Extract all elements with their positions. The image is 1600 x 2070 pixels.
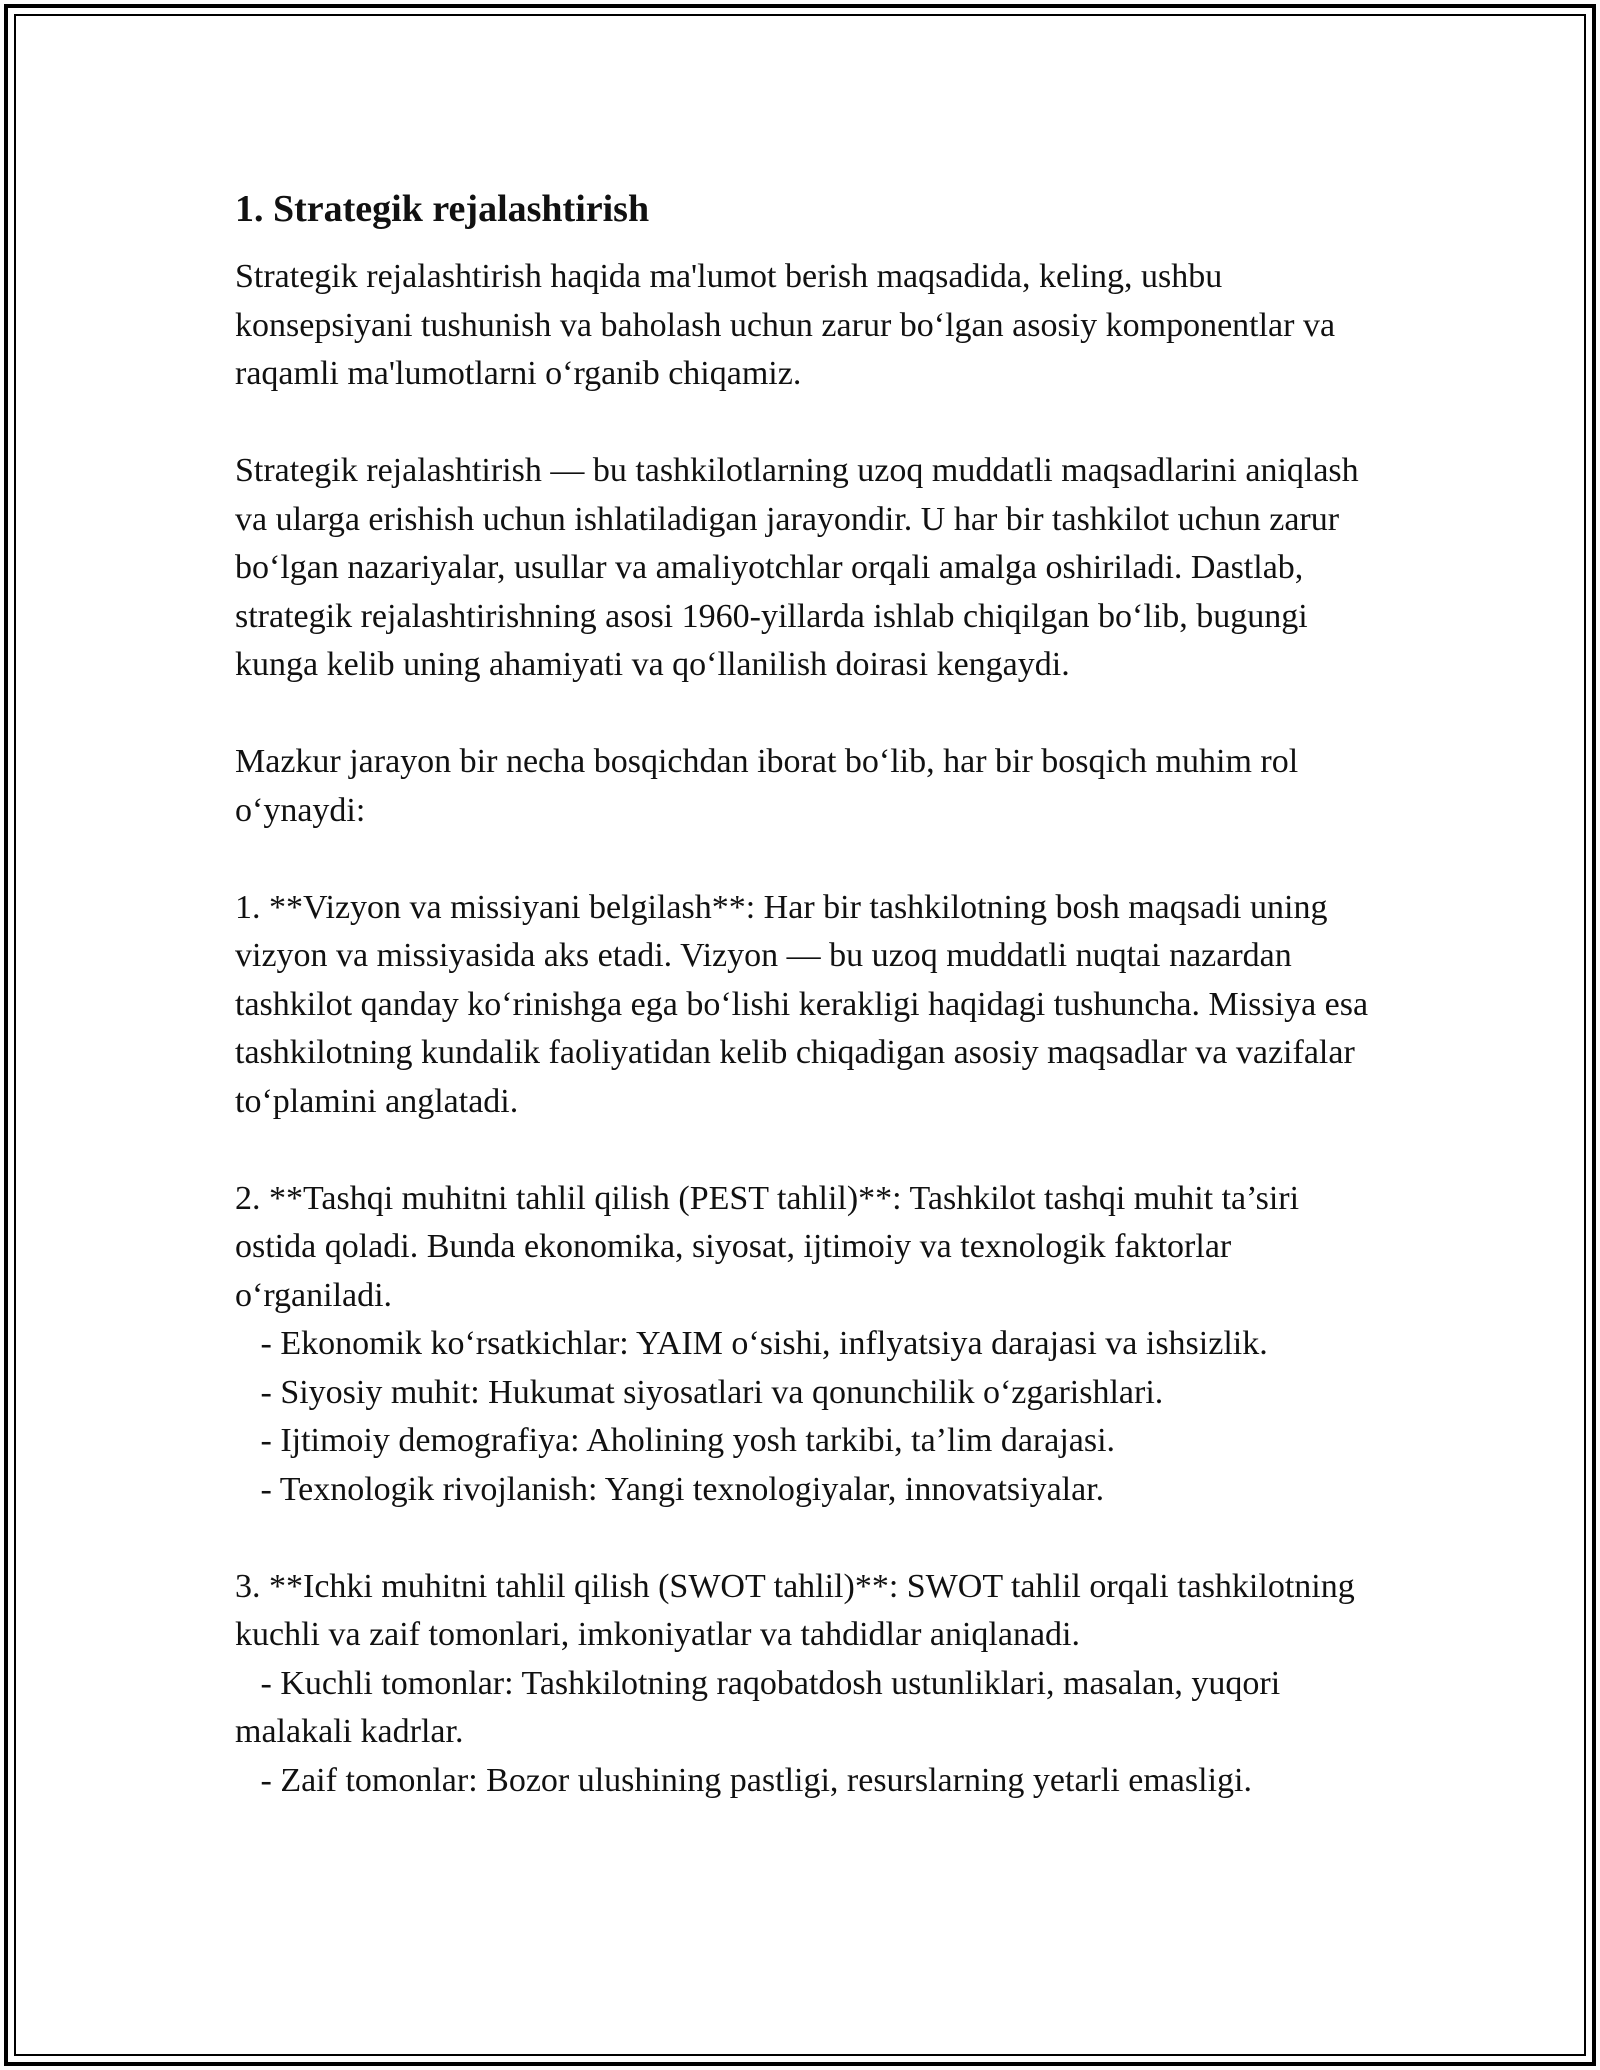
stages-intro-paragraph: Mazkur jarayon bir necha bosqichdan iborat bo‘lib, har bir bosqich muhim rol o‘ynaydi:: [235, 743, 1307, 829]
intro-paragraph: Strategik rejalashtirish haqida ma'lumot berish maqsadida, keling, ushbu konsepsiyani tushunish va baholash uchun zarur bo‘lgan asosiy komponentlar va raqamli ma'lumotlarni o‘rganib chiqamiz.: [235, 258, 1344, 392]
list-item: - Siyosiy muhit: Hukumat siyosatlari va qonunchilik o‘zgarishlari.: [235, 1373, 1164, 1411]
stage-3-block: [235, 1563, 1385, 1806]
list-item: - Ijtimoiy demografiya: Aholining yosh tarkibi, ta’lim darajasi.: [235, 1422, 1116, 1459]
list-item: - Kuchli tomonlar: Tashkilotning raqobatdosh ustunliklari, masalan, yuqori malakali kadrlar.: [235, 1664, 1289, 1750]
document-body: [235, 185, 1385, 1854]
list-item: - Ekonomik ko‘rsatkichlar: YAIM o‘sishi, inflyatsiya darajasi va ishsizlik.: [235, 1325, 1268, 1362]
stage-2-paragraph: 2. **Tashqi muhitni tahlil qilish (PEST tahlil)**: Tashkilot tashqi muhit ta’siri ostida qoladi. Bunda ekonomika, siyosat, ijtimoiy va texnologik faktorlar o‘rganiladi.: [235, 1179, 1308, 1314]
stage-1-paragraph: 1. **Vizyon va missiyani belgilash**: Har bir tashkilotning bosh maqsadi uning vizyon va missiyasida aks etadi. Vizyon — bu uzoq muddatli nuqtai nazardan tashkilot qanday ko‘rinishga ega bo‘lishi kerakligi haqidagi tushuncha. Missiya esa tashkilotning kundalik faoliyatidan kelib chiqadigan asosiy maqsadlar va vazifalar to‘plamini anglatadi.: [235, 888, 1377, 1120]
list-item: - Zaif tomonlar: Bozor ulushining pastligi, resurslarning yetarli emasligi.: [235, 1761, 1252, 1799]
definition-paragraph: Strategik rejalashtirish — bu tashkilotlarning uzoq muddatli maqsadlarini aniqlash va ularga erishish uchun ishlatiladigan jarayondir. U har bir tashkilot uchun zarur bo‘lgan nazariyalar, usullar va amaliyotchlar orqali amalga oshiriladi. Dastlab, strategik rejalashtirishning asosi 1960-yillarda ishlab chiqilgan bo‘lib, bugungi kunga kelib uning ahamiyati va qo‘llanilish doirasi kengaydi.: [235, 452, 1368, 683]
document-title: 1. Strategik rejalashtirish: [235, 188, 650, 230]
stage-3-paragraph: 3. **Ichki muhitni tahlil qilish (SWOT tahlil)**: SWOT tahlil orqali tashkilotning kuchli va zaif tomonlari, imkoniyatlar va tahdidlar aniqlanadi.: [235, 1567, 1364, 1653]
stage-2-block: [235, 1175, 1385, 1515]
list-item: - Texnologik rivojlanish: Yangi texnologiyalar, innovatsiyalar.: [235, 1470, 1105, 1508]
